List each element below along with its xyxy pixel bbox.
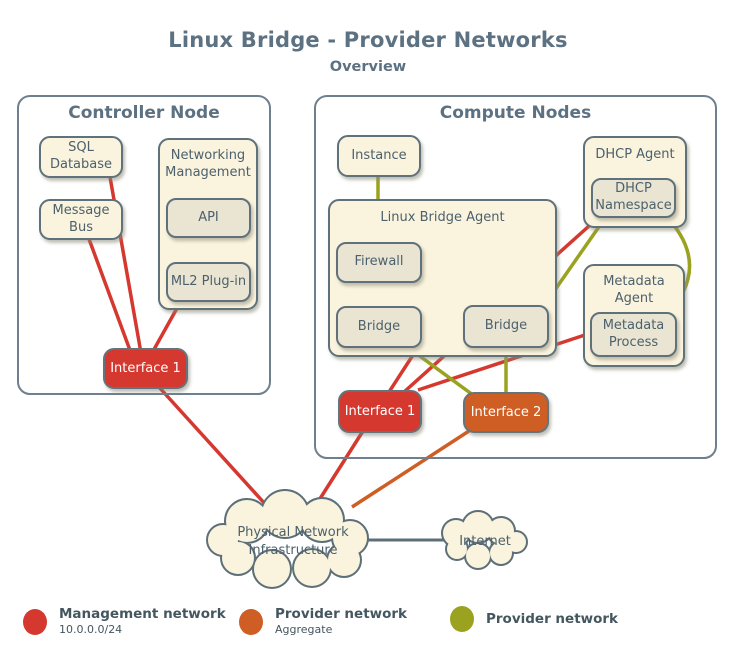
bridge-1-box: Bridge	[336, 306, 422, 348]
bridge-2-box: Bridge	[463, 305, 549, 348]
metadata-agent-title: Metadata Agent	[603, 274, 665, 306]
dhcp-agent-title: DHCP Agent	[595, 147, 675, 162]
sql-database-box: SQL Database	[39, 136, 123, 178]
metadata-process-box: Metadata Process	[590, 312, 677, 357]
firewall-box: Firewall	[336, 242, 422, 283]
legend-label: Provider network	[275, 606, 408, 622]
physical-network-cloud-label: Physical Network Infrastructure	[237, 525, 349, 558]
linux-bridge-agent-title: Linux Bridge Agent	[380, 210, 505, 225]
networking-management-title: Networking Management	[165, 148, 251, 180]
legend-label: Management network	[59, 606, 226, 622]
instance-box: Instance	[337, 135, 421, 177]
legend-label: Provider network	[486, 610, 619, 627]
line-controller-interface1-to-cloud	[158, 386, 266, 505]
page-title: Linux Bridge - Provider Networks	[168, 28, 568, 52]
controller-node-title: Controller Node	[68, 103, 220, 123]
api-box: API	[166, 198, 251, 238]
provider-network-dot-icon	[450, 606, 474, 632]
provider-aggregate-dot-icon	[239, 609, 263, 635]
page-subtitle: Overview	[329, 59, 407, 75]
compute-nodes-title: Compute Nodes	[439, 103, 592, 123]
legend-item-provider	[450, 606, 618, 632]
internet-cloud-label: Internet	[459, 534, 511, 549]
ml2-plugin-box: ML2 Plug-in	[166, 262, 251, 302]
message-bus-box: Message Bus	[39, 199, 123, 240]
dhcp-namespace-box: DHCP Namespace	[591, 178, 676, 218]
legend-item-management	[23, 606, 226, 637]
compute-interface-1-box: Interface 1	[338, 390, 422, 433]
management-network-dot-icon	[23, 609, 47, 635]
controller-interface-1-box: Interface 1	[103, 348, 188, 389]
interface-2-box: Interface 2	[463, 392, 549, 433]
legend-sublabel: Aggregate	[275, 623, 333, 637]
legend-sublabel: 10.0.0.0/24	[59, 623, 123, 637]
legend-item-provider-aggregate	[239, 606, 407, 637]
